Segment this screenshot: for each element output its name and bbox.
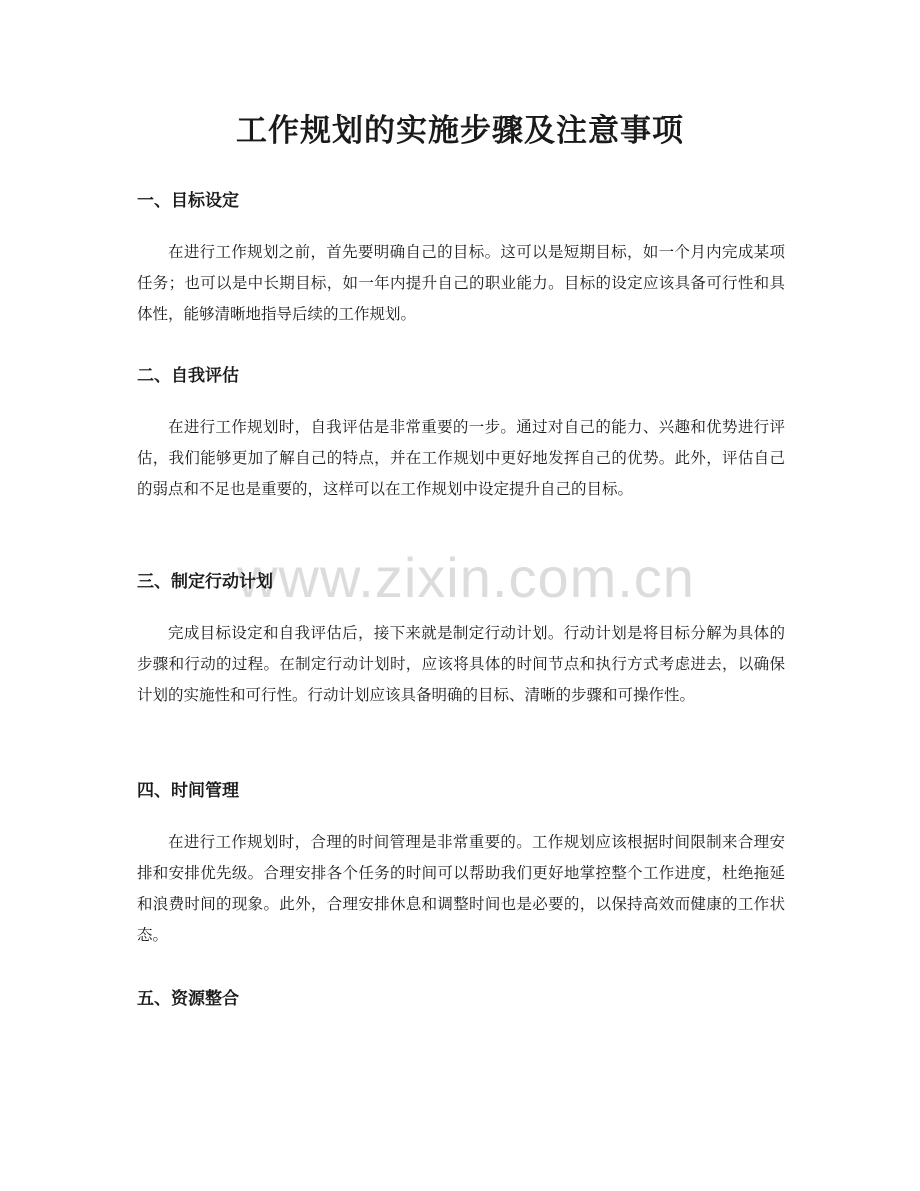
section-paragraph: 完成目标设定和自我评估后，接下来就是制定行动计划。行动计划是将目标分解为具体的步骤和行动的过程。在制定行动计划时，应该将具体的时间节点和执行方式考虑进去，以确保计划的实施性和可行性。行动计划应该具备明确的目标、清晰的步骤和可操作性。 [137, 624, 785, 704]
section-heading: 四、时间管理 [137, 781, 239, 801]
section-action-plan [137, 570, 785, 711]
section-heading: 二、自我评估 [137, 366, 239, 386]
section-paragraph: 在进行工作规划时，合理的时间管理是非常重要的。工作规划应该根据时间限制来合理安排和安排优先级。合理安排各个任务的时间可以帮助我们更好地掌控整个工作进度，杜绝拖延和浪费时间的现象。此外，合理安排休息和调整时间也是必要的，以保持高效而健康的工作状态。 [137, 833, 785, 944]
section-paragraph: 在进行工作规划时，自我评估是非常重要的一步。通过对自己的能力、兴趣和优势进行评估，我们能够更加了解自己的特点，并在工作规划中更好地发挥自己的优势。此外，评估自己的弱点和不足也是重要的，这样可以在工作规划中设定提升自己的目标。 [137, 418, 785, 498]
section-resource-integration [137, 987, 785, 1011]
section-paragraph: 在进行工作规划之前，首先要明确自己的目标。这可以是短期目标，如一个月内完成某项任务；也可以是中长期目标，如一年内提升自己的职业能力。目标的设定应该具备可行性和具体性，能够清晰地指导后续的工作规划。 [137, 243, 785, 323]
section-self-assessment [137, 364, 785, 505]
section-goal-setting [137, 189, 785, 330]
section-heading: 三、制定行动计划 [137, 572, 273, 592]
section-heading: 一、目标设定 [137, 191, 239, 211]
watermark: www.zixin.com.cn [237, 546, 695, 609]
section-heading: 五、资源整合 [137, 989, 239, 1009]
section-time-management [137, 779, 785, 951]
page-title: 工作规划的实施步骤及注意事项 [236, 113, 684, 149]
